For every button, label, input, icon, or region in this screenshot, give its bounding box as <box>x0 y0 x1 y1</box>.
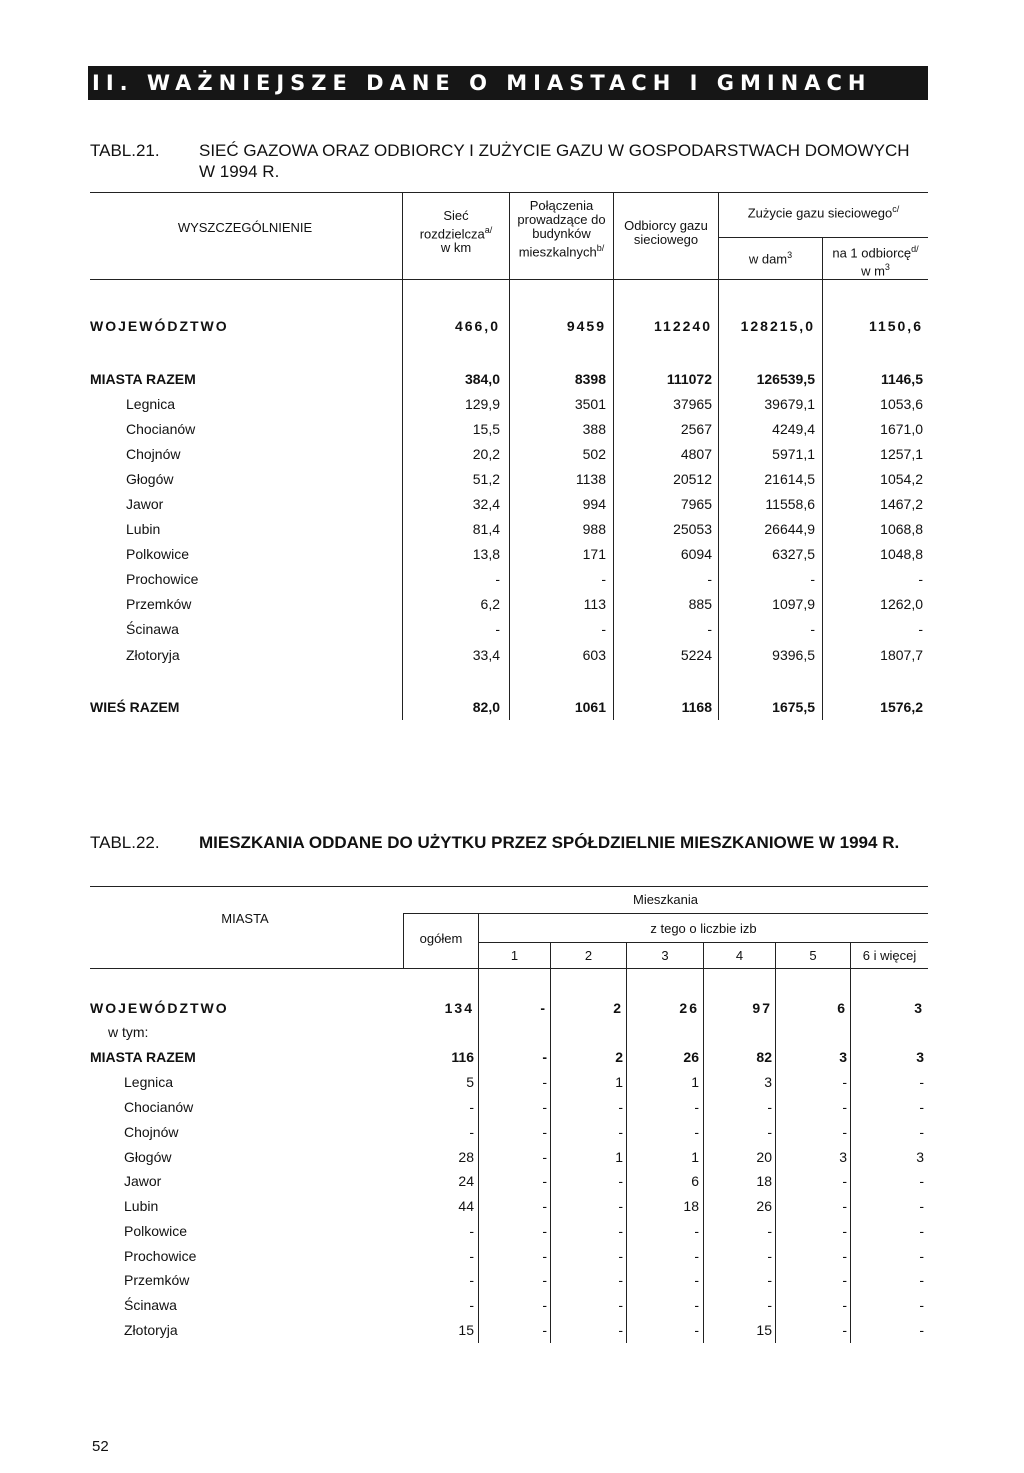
row-label: Złotoryja <box>126 647 180 663</box>
table-row <box>0 1097 1024 1117</box>
cell-total: - <box>469 1223 474 1239</box>
t22-header-rooms-1 <box>479 949 550 963</box>
cell-rooms-2: - <box>618 1099 623 1115</box>
t21-subheader-rule <box>718 237 928 238</box>
cell-rooms-5: - <box>842 1198 847 1214</box>
row-label: Chocianów <box>124 1099 194 1115</box>
cell-recipients: 1168 <box>681 699 712 715</box>
cell-connections: - <box>601 571 606 587</box>
cell-rooms-4: 97 <box>752 1000 772 1016</box>
row-label: Ścinawa <box>124 1297 177 1313</box>
t21-header-recipients <box>614 219 718 247</box>
table-row <box>0 444 1024 464</box>
table-row <box>0 1270 1024 1290</box>
cell-rooms-6: 3 <box>914 1000 924 1016</box>
cell-rooms-6: - <box>919 1297 924 1313</box>
section-header-text: II. WAŻNIEJSZE DANE O MIASTACH I GMINACH <box>92 71 872 95</box>
cell-consumption-per: 1671,0 <box>880 421 923 437</box>
table-row <box>0 1047 1024 1067</box>
row-label: Chocianów <box>126 421 196 437</box>
cell-rooms-3: 26 <box>679 1000 699 1016</box>
cell-rooms-5: 6 <box>837 1000 847 1016</box>
t21-header-network-line2 <box>403 223 509 241</box>
cell-connections: 1138 <box>575 471 606 487</box>
t21-header-per-line1-text: na 1 odbiorcę <box>832 245 912 261</box>
cell-consumption-dam: 26644,9 <box>764 521 815 537</box>
cell-consumption-dam: 9396,5 <box>772 647 815 663</box>
t21-header-per-line2-text: w m <box>861 263 885 279</box>
t22-header-flats <box>403 893 928 907</box>
cell-rooms-1: - <box>540 1000 547 1016</box>
t21-header-network-sup: a/ <box>484 225 493 235</box>
table-row <box>0 1295 1024 1315</box>
cell-consumption-per: 1053,6 <box>880 396 923 412</box>
cell-total: 28 <box>458 1149 474 1165</box>
table-row <box>0 594 1024 614</box>
cell-rooms-1: - <box>542 1099 547 1115</box>
cell-recipients: 37965 <box>673 396 712 412</box>
t22-header-r5: 5 <box>809 948 817 963</box>
t22-flats-rule <box>403 913 928 914</box>
cell-network-km: 384,0 <box>464 371 500 387</box>
cell-rooms-6: - <box>919 1099 924 1115</box>
cell-connections: 994 <box>582 496 606 512</box>
cell-rooms-1: - <box>542 1173 547 1189</box>
cell-consumption-dam: 1097,9 <box>772 596 815 612</box>
cell-connections: 113 <box>583 596 606 612</box>
t21-header-conn-line4 <box>510 241 613 259</box>
t21-header-spec-label: WYSZCZEGÓLNIENIE <box>177 220 313 235</box>
cell-rooms-2: 1 <box>615 1074 623 1090</box>
t21-header-consumption <box>719 202 928 220</box>
row-label: Legnica <box>124 1074 174 1090</box>
table21-caption <box>90 140 930 184</box>
cell-consumption-per: 1146,5 <box>880 371 923 387</box>
cell-recipients: 112240 <box>654 318 712 334</box>
t21-header-conn-line2: prowadzące do <box>517 212 606 227</box>
cell-rooms-6: - <box>919 1173 924 1189</box>
row-label: Głogów <box>126 471 174 487</box>
cell-recipients: 4807 <box>680 446 712 462</box>
table-row <box>0 1196 1024 1216</box>
cell-rooms-3: 1 <box>691 1149 699 1165</box>
table-row <box>0 394 1024 414</box>
cell-total: - <box>469 1297 474 1313</box>
cell-total: - <box>469 1272 474 1288</box>
cell-rooms-1: - <box>542 1198 547 1214</box>
cell-recipients: 2567 <box>680 421 712 437</box>
t21-header-cons-sup: c/ <box>892 204 900 214</box>
row-label: Prochowice <box>124 1248 197 1264</box>
t22-header-bottom-rule <box>90 968 928 969</box>
t21-header-conn-sup: b/ <box>596 243 605 253</box>
row-label: Ścinawa <box>126 621 179 637</box>
cell-rooms-3: - <box>694 1297 699 1313</box>
cell-rooms-1: - <box>542 1124 547 1140</box>
t22-header-flats-label: Mieszkania <box>632 892 699 907</box>
cell-recipients: 111072 <box>666 371 712 387</box>
t21-header-network-line2-text: rozdzielcza <box>419 226 485 242</box>
row-label: Polkowice <box>126 546 190 562</box>
cell-connections: 3501 <box>574 396 606 412</box>
cell-rooms-2: 2 <box>615 1049 623 1065</box>
row-label: WOJEWÓDZTWO <box>90 1000 229 1016</box>
t22-header-rooms <box>479 922 928 936</box>
t22-header-rooms-label: z tego o liczbie izb <box>650 921 757 936</box>
t21-header-rec-line2: sieciowego <box>633 232 699 247</box>
cell-connections: 502 <box>582 446 606 462</box>
cell-consumption-dam: - <box>810 621 815 637</box>
cell-total: 15 <box>458 1322 474 1338</box>
cell-rooms-6: - <box>919 1272 924 1288</box>
table-row <box>0 1171 1024 1191</box>
cell-connections: - <box>601 621 606 637</box>
cell-rooms-6: - <box>919 1198 924 1214</box>
cell-consumption-per: 1068,8 <box>880 521 923 537</box>
cell-rooms-6: - <box>919 1074 924 1090</box>
cell-rooms-4: 20 <box>756 1149 772 1165</box>
row-label: Głogów <box>124 1149 172 1165</box>
table-row <box>0 1320 1024 1340</box>
cell-consumption-dam: 6327,5 <box>772 546 815 562</box>
t22-header-r1: 1 <box>510 948 519 963</box>
t22-header-rooms-3 <box>627 949 703 963</box>
cell-total: 5 <box>466 1074 474 1090</box>
cell-rooms-6: 3 <box>916 1149 924 1165</box>
cell-rooms-6: - <box>919 1124 924 1140</box>
cell-rooms-2: - <box>618 1248 623 1264</box>
cell-rooms-4: - <box>767 1099 772 1115</box>
cell-network-km: 51,2 <box>472 471 500 487</box>
cell-rooms-2: 1 <box>615 1149 623 1165</box>
cell-recipients: - <box>707 571 712 587</box>
cell-network-km: - <box>495 571 500 587</box>
t21-header-conn-line3: budynków <box>532 226 591 241</box>
row-label: WOJEWÓDZTWO <box>90 318 229 334</box>
table-row <box>0 1022 1024 1042</box>
row-label: Przemków <box>124 1272 190 1288</box>
cell-rooms-2: - <box>618 1198 623 1214</box>
cell-rooms-1: - <box>542 1149 547 1165</box>
table21-title: SIEĆ GAZOWA ORAZ ODBIORCY I ZUŻYCIE GAZU W GOSPODARSTWACH DOMOWYCH W 1994 R. <box>199 141 910 181</box>
cell-network-km: 33,4 <box>472 647 500 663</box>
cell-rooms-1: - <box>542 1248 547 1264</box>
table-row <box>0 469 1024 489</box>
t21-header-network-line1: Sieć <box>443 208 469 223</box>
row-label: Chojnów <box>126 446 181 462</box>
cell-rooms-6: - <box>919 1322 924 1338</box>
cell-rooms-3: - <box>694 1272 699 1288</box>
t21-header-connections <box>510 199 613 259</box>
cell-rooms-1: - <box>542 1074 547 1090</box>
cell-consumption-per: 1576,2 <box>880 699 923 715</box>
table-row <box>0 998 1024 1018</box>
t22-top-rule <box>90 886 928 887</box>
cell-recipients: - <box>707 621 712 637</box>
row-label: w tym: <box>108 1024 149 1040</box>
t22-header-r2: 2 <box>584 948 593 963</box>
t21-header-cons-text: Zużycie gazu sieciowego <box>747 205 893 221</box>
table-row <box>0 419 1024 439</box>
cell-rooms-1: - <box>542 1272 547 1288</box>
table-row <box>0 1221 1024 1241</box>
cell-recipients: 885 <box>688 596 712 612</box>
cell-rooms-6: 3 <box>916 1049 924 1065</box>
t22-header-r6: 6 i więcej <box>862 948 917 963</box>
cell-rooms-4: 26 <box>756 1198 772 1214</box>
cell-network-km: 82,0 <box>472 699 500 715</box>
cell-rooms-5: - <box>842 1099 847 1115</box>
row-label: Złotoryja <box>124 1322 178 1338</box>
cell-rooms-5: - <box>842 1322 847 1338</box>
t22-header-rooms-5 <box>776 949 850 963</box>
cell-rooms-4: 3 <box>764 1074 772 1090</box>
t21-header-network-line3: w km <box>440 240 472 256</box>
row-label: Jawor <box>126 496 164 512</box>
cell-rooms-4: 18 <box>756 1173 772 1189</box>
table21-number: TABL.21. <box>90 141 160 160</box>
t22-header-rooms-4 <box>704 949 775 963</box>
cell-consumption-dam: 1675,5 <box>772 699 815 715</box>
table-row <box>0 619 1024 639</box>
t21-header-per-sup: d/ <box>911 244 919 254</box>
cell-consumption-per: 1467,2 <box>880 496 923 512</box>
row-label: Chojnów <box>124 1124 179 1140</box>
cell-rooms-2: - <box>618 1297 623 1313</box>
table-row <box>0 316 1024 336</box>
t21-header-dam-sup: 3 <box>787 250 793 260</box>
t22-header-cities <box>190 912 300 926</box>
cell-consumption-dam: 11558,6 <box>765 496 815 512</box>
cell-total: - <box>469 1248 474 1264</box>
cell-rooms-5: - <box>842 1223 847 1239</box>
table-row <box>0 1072 1024 1092</box>
cell-rooms-2: - <box>618 1124 623 1140</box>
t21-header-conn-line4-text: mieszkalnych <box>518 244 597 260</box>
cell-connections: 8398 <box>574 371 606 387</box>
cell-rooms-3: - <box>694 1322 699 1338</box>
table-row <box>0 519 1024 539</box>
t21-header-conn-line1: Połączenia <box>529 198 594 213</box>
table-row <box>0 369 1024 389</box>
cell-rooms-2: - <box>618 1173 623 1189</box>
table-row <box>0 569 1024 589</box>
cell-rooms-3: 1 <box>691 1074 699 1090</box>
t22-header-rooms-6 <box>851 949 928 963</box>
cell-connections: 388 <box>582 421 606 437</box>
cell-rooms-2: - <box>618 1223 623 1239</box>
cell-consumption-per: 1054,2 <box>880 471 923 487</box>
cell-rooms-3: 6 <box>691 1173 699 1189</box>
cell-rooms-3: - <box>694 1248 699 1264</box>
cell-rooms-4: - <box>767 1297 772 1313</box>
t22-header-r3: 3 <box>661 948 669 963</box>
cell-network-km: 13,8 <box>472 546 500 562</box>
cell-network-km: 32,4 <box>472 496 500 512</box>
row-label: MIASTA RAZEM <box>90 371 196 387</box>
cell-rooms-6: - <box>919 1248 924 1264</box>
cell-consumption-per: 1262,0 <box>880 596 923 612</box>
cell-recipients: 20512 <box>673 471 712 487</box>
row-label: Przemków <box>126 596 192 612</box>
cell-consumption-dam: 39679,1 <box>764 396 815 412</box>
table-row <box>0 1122 1024 1142</box>
cell-consumption-per: 1257,1 <box>880 446 923 462</box>
t21-header-per-line1 <box>823 242 928 260</box>
cell-rooms-1: - <box>542 1322 547 1338</box>
t22-header-r4: 4 <box>735 948 744 963</box>
cell-recipients: 6094 <box>680 546 712 562</box>
cell-rooms-5: - <box>842 1173 847 1189</box>
t21-header-network <box>403 209 509 255</box>
cell-rooms-4: - <box>767 1223 772 1239</box>
cell-consumption-dam: 128215,0 <box>740 318 815 334</box>
cell-total: 44 <box>458 1198 474 1214</box>
row-label: WIEŚ RAZEM <box>90 699 180 715</box>
t21-header-per-line2 <box>823 260 928 278</box>
t21-header-rec-line1: Odbiorcy gazu <box>624 218 708 233</box>
cell-total: - <box>469 1124 474 1140</box>
cell-connections: 1061 <box>574 699 606 715</box>
cell-consumption-dam: 5971,1 <box>772 446 815 462</box>
cell-total: - <box>469 1099 474 1115</box>
cell-rooms-4: 82 <box>756 1049 772 1065</box>
cell-rooms-5: - <box>842 1124 847 1140</box>
cell-recipients: 7965 <box>680 496 712 512</box>
cell-rooms-4: - <box>767 1248 772 1264</box>
table-row <box>0 1147 1024 1167</box>
t22-header-total <box>404 932 478 946</box>
cell-rooms-3: - <box>694 1099 699 1115</box>
cell-rooms-6: - <box>919 1223 924 1239</box>
t21-header-spec <box>140 221 350 235</box>
table22-title: MIESZKANIA ODDANE DO UŻYTKU PRZEZ SPÓŁDZIELNIE MIESZKANIOWE W 1994 R. <box>199 833 900 852</box>
cell-consumption-per: - <box>918 621 923 637</box>
cell-consumption-dam: 4249,4 <box>772 421 815 437</box>
cell-connections: 603 <box>582 647 606 663</box>
table-row <box>0 697 1024 717</box>
table-row <box>0 1246 1024 1266</box>
cell-rooms-4: 15 <box>756 1322 772 1338</box>
cell-total: 134 <box>444 1000 474 1016</box>
cell-rooms-3: - <box>694 1223 699 1239</box>
table22-caption <box>90 832 930 876</box>
cell-consumption-dam: 21614,5 <box>764 471 815 487</box>
cell-rooms-4: - <box>767 1124 772 1140</box>
cell-network-km: 466,0 <box>454 318 500 334</box>
cell-consumption-per: 1150,6 <box>868 318 923 334</box>
table22-number: TABL.22. <box>90 833 160 852</box>
cell-rooms-1: - <box>542 1223 547 1239</box>
cell-consumption-per: 1807,7 <box>880 647 923 663</box>
row-label: Lubin <box>126 521 161 537</box>
cell-rooms-3: 26 <box>683 1049 699 1065</box>
cell-rooms-5: - <box>842 1074 847 1090</box>
cell-connections: 171 <box>582 546 606 562</box>
t22-header-rooms-2 <box>551 949 626 963</box>
row-label: Legnica <box>126 396 176 412</box>
row-label: MIASTA RAZEM <box>90 1049 196 1065</box>
cell-connections: 9459 <box>566 318 606 334</box>
t21-header-dam <box>719 248 822 266</box>
cell-recipients: 5224 <box>680 647 712 663</box>
cell-network-km: 20,2 <box>472 446 500 462</box>
t22-header-total-label: ogółem <box>419 931 463 946</box>
cell-consumption-dam: 126539,5 <box>756 371 815 387</box>
cell-connections: 988 <box>582 521 606 537</box>
t21-header-per-line2-sup: 3 <box>884 262 890 273</box>
cell-network-km: 6,2 <box>480 596 500 612</box>
cell-consumption-per: 1048,8 <box>880 546 923 562</box>
cell-network-km: - <box>495 621 500 637</box>
cell-total: 116 <box>451 1049 474 1065</box>
cell-rooms-5: 3 <box>839 1149 847 1165</box>
cell-consumption-per: - <box>918 571 923 587</box>
cell-recipients: 25053 <box>673 521 712 537</box>
page-number: 52 <box>92 1438 109 1455</box>
cell-rooms-5: - <box>842 1297 847 1313</box>
cell-rooms-4: - <box>767 1272 772 1288</box>
cell-network-km: 129,9 <box>464 396 500 412</box>
t22-header-cities-label: MIASTA <box>221 911 269 926</box>
cell-rooms-5: 3 <box>839 1049 847 1065</box>
cell-rooms-1: - <box>542 1297 547 1313</box>
t21-header-per-recipient <box>823 242 928 279</box>
cell-consumption-dam: - <box>810 571 815 587</box>
cell-rooms-3: 18 <box>683 1198 699 1214</box>
cell-rooms-2: - <box>618 1322 623 1338</box>
cell-rooms-5: - <box>842 1248 847 1264</box>
row-label: Jawor <box>124 1173 162 1189</box>
cell-rooms-1: - <box>542 1049 547 1065</box>
t21-header-dam-text: w dam <box>748 251 788 267</box>
cell-total: 24 <box>458 1173 474 1189</box>
section-header-bar <box>88 66 928 100</box>
cell-network-km: 15,5 <box>472 421 500 437</box>
row-label: Lubin <box>124 1198 159 1214</box>
table-row <box>0 544 1024 564</box>
cell-rooms-5: - <box>842 1272 847 1288</box>
table-row <box>0 645 1024 665</box>
table-row <box>0 494 1024 514</box>
cell-network-km: 81,4 <box>472 521 500 537</box>
row-label: Prochowice <box>126 571 199 587</box>
cell-rooms-2: 2 <box>613 1000 623 1016</box>
cell-rooms-3: - <box>694 1124 699 1140</box>
cell-rooms-2: - <box>618 1272 623 1288</box>
row-label: Polkowice <box>124 1223 188 1239</box>
